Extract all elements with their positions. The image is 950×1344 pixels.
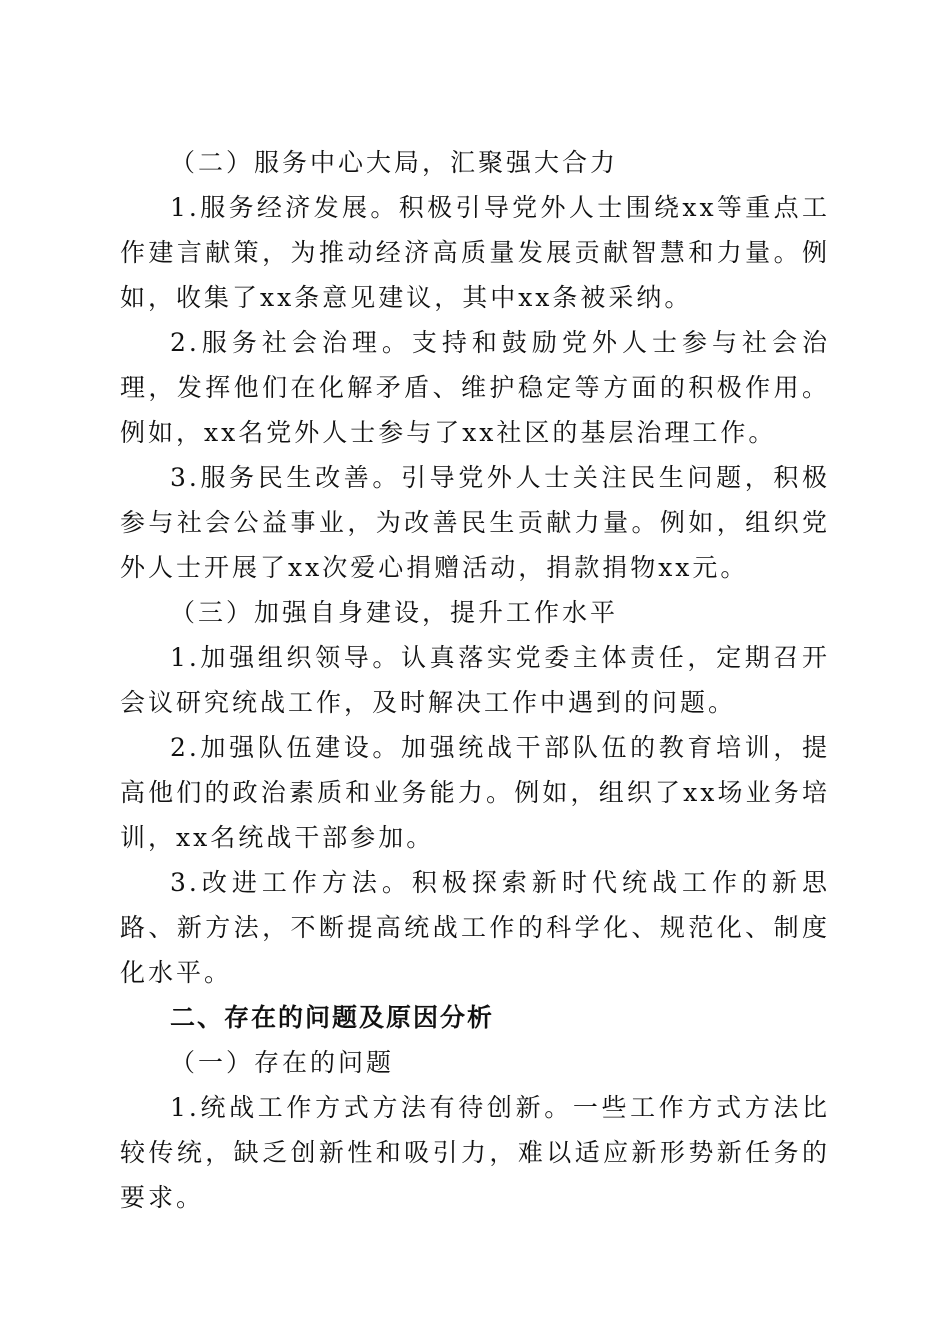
paragraph-economy: 1.服务经济发展。积极引导党外人士围绕xx等重点工作建言献策，为推动经济高质量发展贡献智慧和力量。例如，收集了xx条意见建议，其中xx条被采纳。 [120, 193, 830, 312]
document-body [120, 140, 830, 1220]
paragraph-team: 2.加强队伍建设。加强统战干部队伍的教育培训，提高他们的政治素质和业务能力。例如，组织了xx场业务培训，xx名统战干部参加。 [120, 733, 830, 852]
subheading-2: （二）服务中心大局，汇聚强大合力 [170, 148, 619, 177]
paragraph-leadership: 1.加强组织领导。认真落实党委主体责任，定期召开会议研究统战工作，及时解决工作中遇到的问题。 [120, 643, 830, 717]
paragraph-methods: 3.改进工作方法。积极探索新时代统战工作的新思路、新方法，不断提高统战工作的科学化、规范化、制度化水平。 [120, 868, 830, 987]
section-heading-problems: 二、存在的问题及原因分析 [170, 1003, 495, 1032]
paragraph-problem-1: 1.统战工作方式方法有待创新。一些工作方式方法比较传统，缺乏创新性和吸引力，难以适应新形势新任务的要求。 [120, 1093, 830, 1212]
subheading-3: （三）加强自身建设，提升工作水平 [170, 598, 619, 627]
paragraph-governance: 2.服务社会治理。支持和鼓励党外人士参与社会治理，发挥他们在化解矛盾、维护稳定等方面的积极作用。例如，xx名党外人士参与了xx社区的基层治理工作。 [120, 328, 830, 447]
paragraph-livelihood: 3.服务民生改善。引导党外人士关注民生问题，积极参与社会公益事业，为改善民生贡献力量。例如，组织党外人士开展了xx次爱心捐赠活动，捐款捐物xx元。 [120, 463, 830, 582]
subheading-problems: （一）存在的问题 [170, 1048, 395, 1077]
